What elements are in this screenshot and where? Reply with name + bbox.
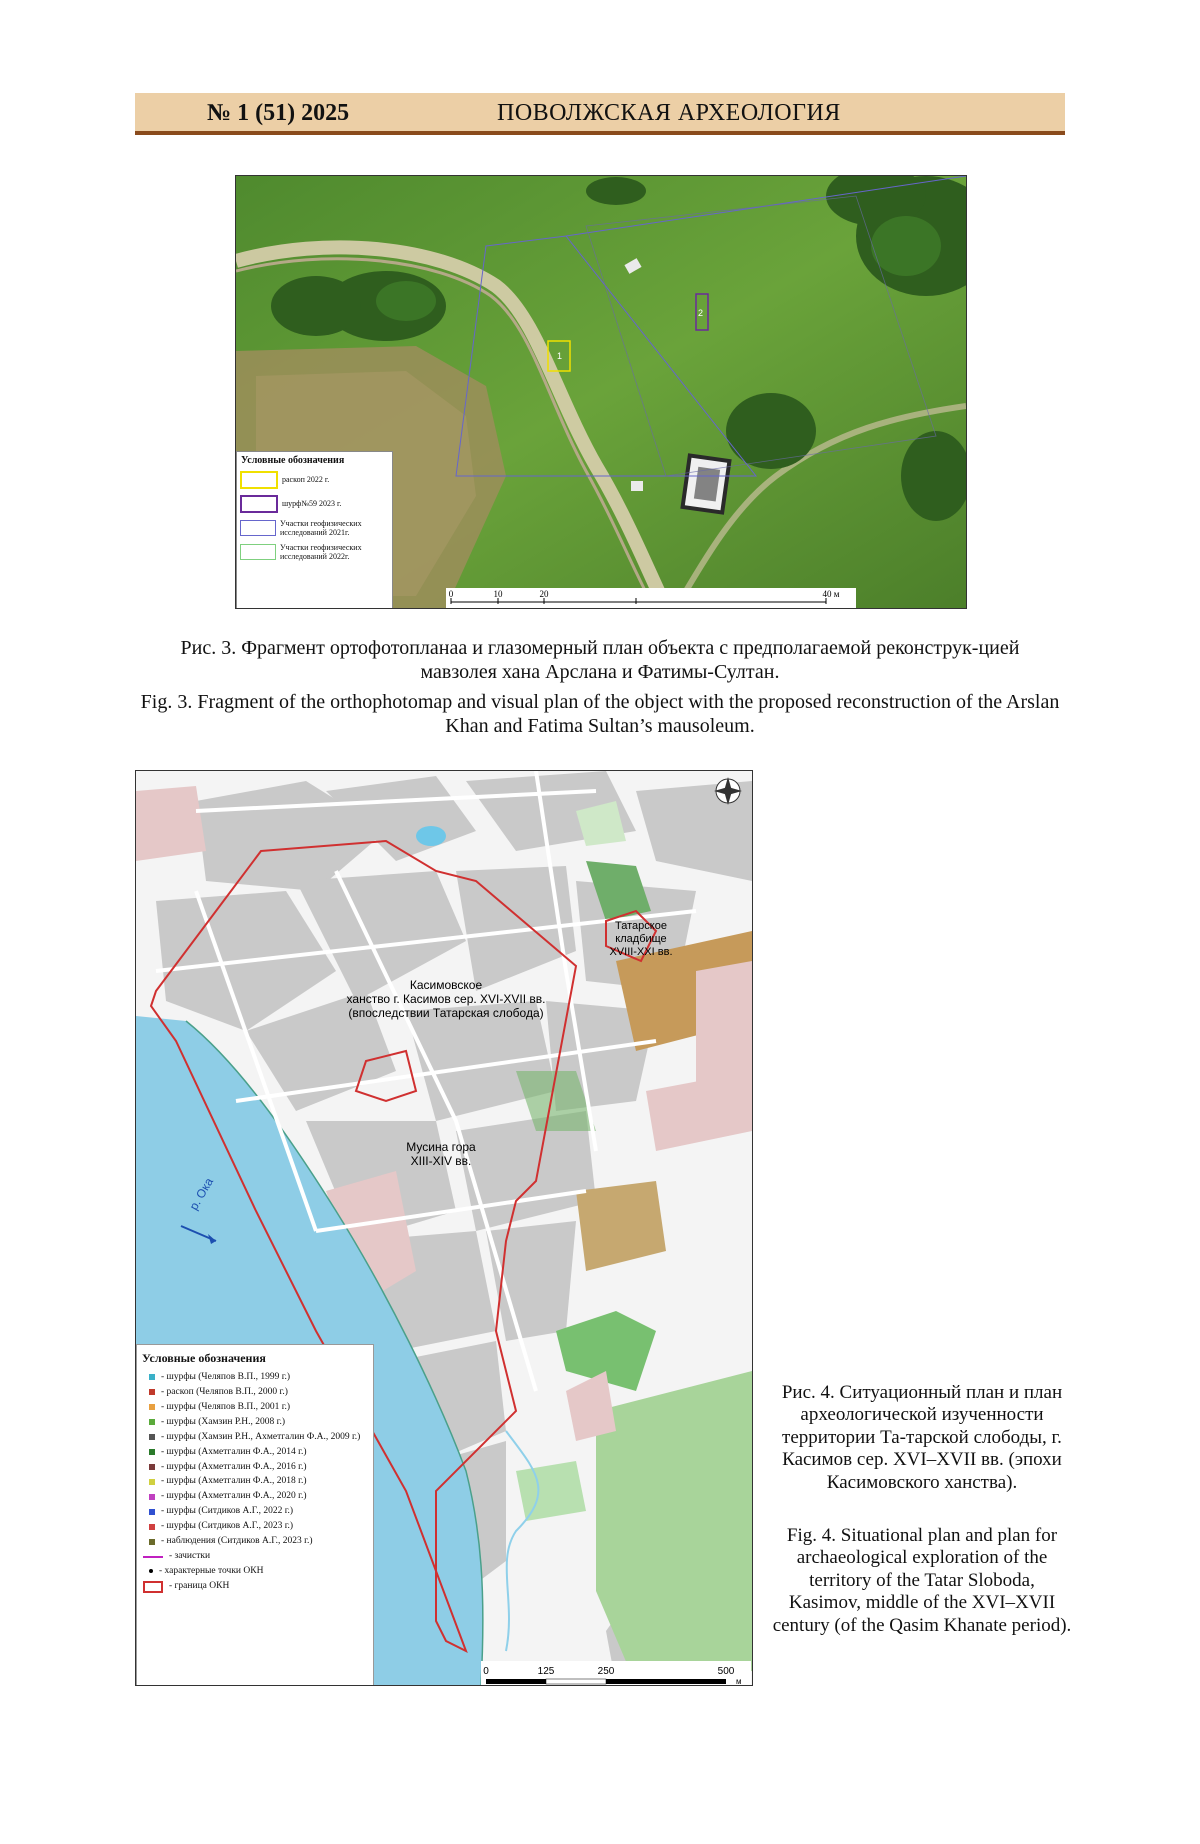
legend-swatch: [240, 471, 278, 489]
legend-label: - наблюдения (Ситдиков А.Г., 2023 г.): [161, 1536, 313, 1547]
scale-tick: 250: [597, 1666, 615, 1677]
legend-marker: [149, 1404, 155, 1410]
scale-tick: 500: [717, 1666, 735, 1677]
fig3-legend-item: [237, 540, 392, 564]
fig4-scale-bar: [481, 1661, 751, 1685]
fig3-legend-item: [237, 516, 392, 540]
legend-swatch: [240, 520, 276, 536]
legend-marker: [149, 1419, 155, 1425]
fig3-legend-item: [237, 492, 392, 516]
area-label: кладбище: [615, 933, 667, 945]
legend-marker: [149, 1569, 153, 1573]
orthophoto-figure: [235, 175, 967, 609]
legend-label: - шурфы (Ахметгалин Ф.А., 2020 г.): [161, 1491, 307, 1502]
fig4-legend-title: Условные обозначения: [142, 1351, 266, 1365]
area-label: Татарское: [615, 920, 667, 932]
fig3-scale-bar: [446, 588, 856, 608]
fig4-caption-en: Fig. 4. Situational plan and plan for archaeological exploration of the territory of the Tatar Sloboda, Kasimov, middle of the XVI–XVII century (of the Qasim Khanate period).: [772, 1525, 1072, 1636]
legend-marker: [149, 1374, 155, 1380]
legend-label: - зачистки: [169, 1551, 211, 1562]
legend-label: - шурфы (Ситдиков А.Г., 2023 г.): [161, 1521, 294, 1532]
legend-marker: [143, 1581, 163, 1593]
situational-plan-figure: [135, 770, 753, 1686]
fig4-legend-item: [137, 1385, 373, 1400]
legend-marker: [149, 1464, 155, 1470]
legend-label: раскоп 2022 г.: [282, 474, 330, 484]
scale-tick: 40 м: [822, 589, 840, 599]
scale-tick: 125: [537, 1666, 555, 1677]
fig4-legend-item: [137, 1534, 373, 1549]
fig3-caption-en: Fig. 3. Fragment of the orthophotomap and visual plan of the object with the proposed reconstruction of the Arslan Khan and Fatima Sultan’s mausoleum.: [140, 691, 1060, 737]
area-label: (впоследствии Татарская слобода): [348, 1006, 544, 1020]
running-header: [135, 93, 1065, 135]
fig4-legend-item: [137, 1430, 373, 1445]
legend-marker: [149, 1479, 155, 1485]
legend-label: - характерные точки ОКН: [159, 1565, 264, 1576]
area-label: Касимовское: [409, 978, 483, 992]
fig4-legend-item: [137, 1549, 373, 1564]
fig4-legend-item: [137, 1415, 373, 1430]
legend-marker: [149, 1509, 155, 1515]
fig3-legend: [236, 451, 393, 609]
area-label: ханство г. Касимов сер. XVI-XVII вв.: [346, 992, 546, 1006]
fig4-legend-item: [137, 1519, 373, 1534]
legend-label: - шурфы (Ахметгалин Ф.А., 2018 г.): [161, 1476, 307, 1487]
fig4-legend-item: [137, 1474, 373, 1489]
legend-marker: [143, 1556, 163, 1558]
legend-marker: [149, 1494, 155, 1500]
legend-label: - граница ОКН: [169, 1581, 230, 1592]
legend-label: - шурфы (Ахметгалин Ф.А., 2016 г.): [161, 1461, 307, 1472]
fig3-legend-item: [237, 468, 392, 492]
fig4-legend-item: [137, 1504, 373, 1519]
legend-marker: [149, 1524, 155, 1530]
scale-tick: 10: [493, 589, 503, 599]
legend-label: - шурфы (Челяпов В.П., 2001 г.): [161, 1401, 291, 1412]
area-label: XIII-XIV вв.: [410, 1154, 472, 1168]
legend-label: - шурфы (Ахметгалин Ф.А., 2014 г.): [161, 1446, 307, 1457]
fig4-legend-item: [137, 1564, 373, 1579]
scale-tick: 20: [539, 589, 549, 599]
fig4-legend: [136, 1344, 374, 1686]
fig4-legend-item: [137, 1460, 373, 1475]
plot-label-2: 2: [698, 308, 704, 318]
legend-marker: [149, 1539, 155, 1545]
legend-label: - раскоп (Челяпов В.П., 2000 г.): [161, 1386, 288, 1397]
fig4-legend-item: [137, 1370, 373, 1385]
area-label: Мусина гора: [406, 1140, 476, 1154]
fig4-legend-item: [137, 1579, 373, 1595]
legend-swatch: [240, 495, 278, 513]
legend-label: шурф№59 2023 г.: [282, 498, 342, 508]
legend-label: - шурфы (Хамзин Р.Н., 2008 г.): [161, 1416, 286, 1427]
issue-number: № 1 (51) 2025: [207, 100, 350, 126]
plot-label-1: 1: [557, 351, 563, 361]
fig3-caption-ru: Рис. 3. Фрагмент ортофотопланаа и глазомерный план объекта с предполагаемой реконструк-цией мавзолея хана Арслана и Фатимы-Султан.: [180, 637, 1020, 683]
area-label: XVIII-XXI вв.: [609, 946, 673, 958]
fig4-legend-item: [137, 1445, 373, 1460]
fig4-legend-item: [137, 1400, 373, 1415]
legend-label: - шурфы (Челяпов В.П., 1999 г.): [161, 1372, 291, 1382]
legend-marker: [149, 1389, 155, 1395]
scale-tick: 0: [483, 1666, 489, 1677]
journal-title: ПОВОЛЖСКАЯ АРХЕОЛОГИЯ: [497, 100, 841, 126]
fig4-legend-item: [137, 1489, 373, 1504]
river-label: р. Ока: [186, 1175, 217, 1213]
fig4-caption-ru: Рис. 4. Ситуационный план и план археологической изученности территории Та-тарской слободы, г. Касимов сер. XVI–XVII вв. (эпохи Касимовского ханства).: [781, 1382, 1063, 1493]
legend-label: - шурфы (Хамзин Р.Н., Ахметгалин Ф.А., 2009 г.): [161, 1431, 361, 1442]
fig3-legend-title: Условные обозначения: [241, 455, 345, 466]
scale-unit: м: [736, 1677, 742, 1685]
legend-marker: [149, 1434, 155, 1440]
legend-swatch: [240, 544, 276, 560]
legend-label: - шурфы (Ситдиков А.Г., 2022 г.): [161, 1506, 294, 1517]
legend-marker: [149, 1449, 155, 1455]
legend-label: Участки геофизических исследований 2022г.: [280, 542, 362, 562]
scale-tick: 0: [448, 589, 454, 599]
legend-label: Участки геофизических исследований 2021г.: [280, 518, 362, 537]
